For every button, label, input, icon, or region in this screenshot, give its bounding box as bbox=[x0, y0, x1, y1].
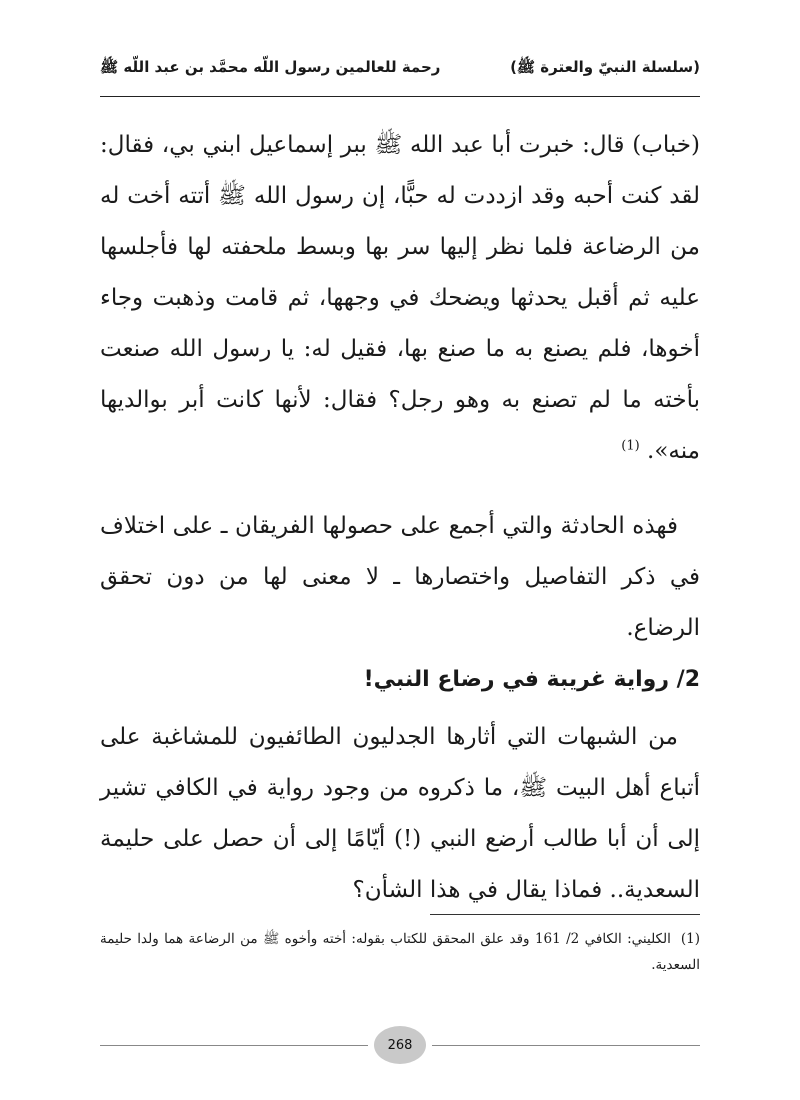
book-title: رحمة للعالمين رسول اللّه محمَّد بن عبد اللّه ﷺ bbox=[100, 58, 441, 76]
paragraph-1-text: (خباب) قال: خبرت أبا عبد الله ﷺ ببر إسماعيل ابني بي، فقال: لقد كنت أحبه وقد ازددت له حبًّا، إن رسول الله ﷺ أتته أخت له من الرضاعة فلما نظر إليها سر بها وبسط ملحفته لها فأجلسها عليه ثم أقبل يحدثها ويضحك في وجهها، ثم قامت وذهبت وجاء أخوها، فلم يصنع به ما صنع بها، فقيل له: يا رسول الله صنعت بأخته ما لم تصنع به وهو رجل؟ فقال: لأنها كانت أبر بوالديها منه». bbox=[100, 132, 700, 464]
paragraph-1 bbox=[100, 120, 700, 477]
footnote-reference[interactable]: (1) bbox=[621, 438, 640, 454]
page-number: 268 bbox=[387, 1037, 413, 1053]
footnote-number: (1) bbox=[680, 931, 701, 947]
series-title: (سلسلة النبيّ والعترة ﷺ) bbox=[510, 58, 700, 76]
paragraph-2: فهذه الحادثة والتي أجمع على حصولها الفريقان ـ على اختلاف في ذكر التفاصيل واختصارها ـ لا معنى لها من دون تحقق الرضاع. bbox=[100, 513, 700, 641]
footnote-text: الكليني: الكافي 2/ 161 وقد علق المحقق للكتاب بقوله: أخته وأخوه ﷺ من الرضاعة هما ولدا حليمة السعدية. bbox=[100, 931, 700, 973]
paragraph-3: من الشبهات التي أثارها الجدليون الطائفيون للمشاغبة على أتباع أهل البيت ﷺ، ما ذكروه من وجود رواية في الكافي تشير إلى أن أبا طالب أرضع النبي (!) أيّامًا إلى أن حصل على حليمة السعدية.. فماذا يقال في هذا الشأن؟ bbox=[100, 724, 700, 903]
running-header bbox=[100, 58, 700, 98]
footnote-divider bbox=[430, 914, 700, 915]
footnote bbox=[100, 926, 700, 978]
section-heading: 2/ رواية غريبة في رضاع النبي! bbox=[363, 667, 700, 692]
main-text bbox=[100, 120, 700, 916]
page-number-badge bbox=[374, 1026, 426, 1064]
header-divider bbox=[100, 96, 700, 97]
footer-line-left bbox=[100, 1045, 368, 1046]
footer-line-right bbox=[432, 1045, 700, 1046]
